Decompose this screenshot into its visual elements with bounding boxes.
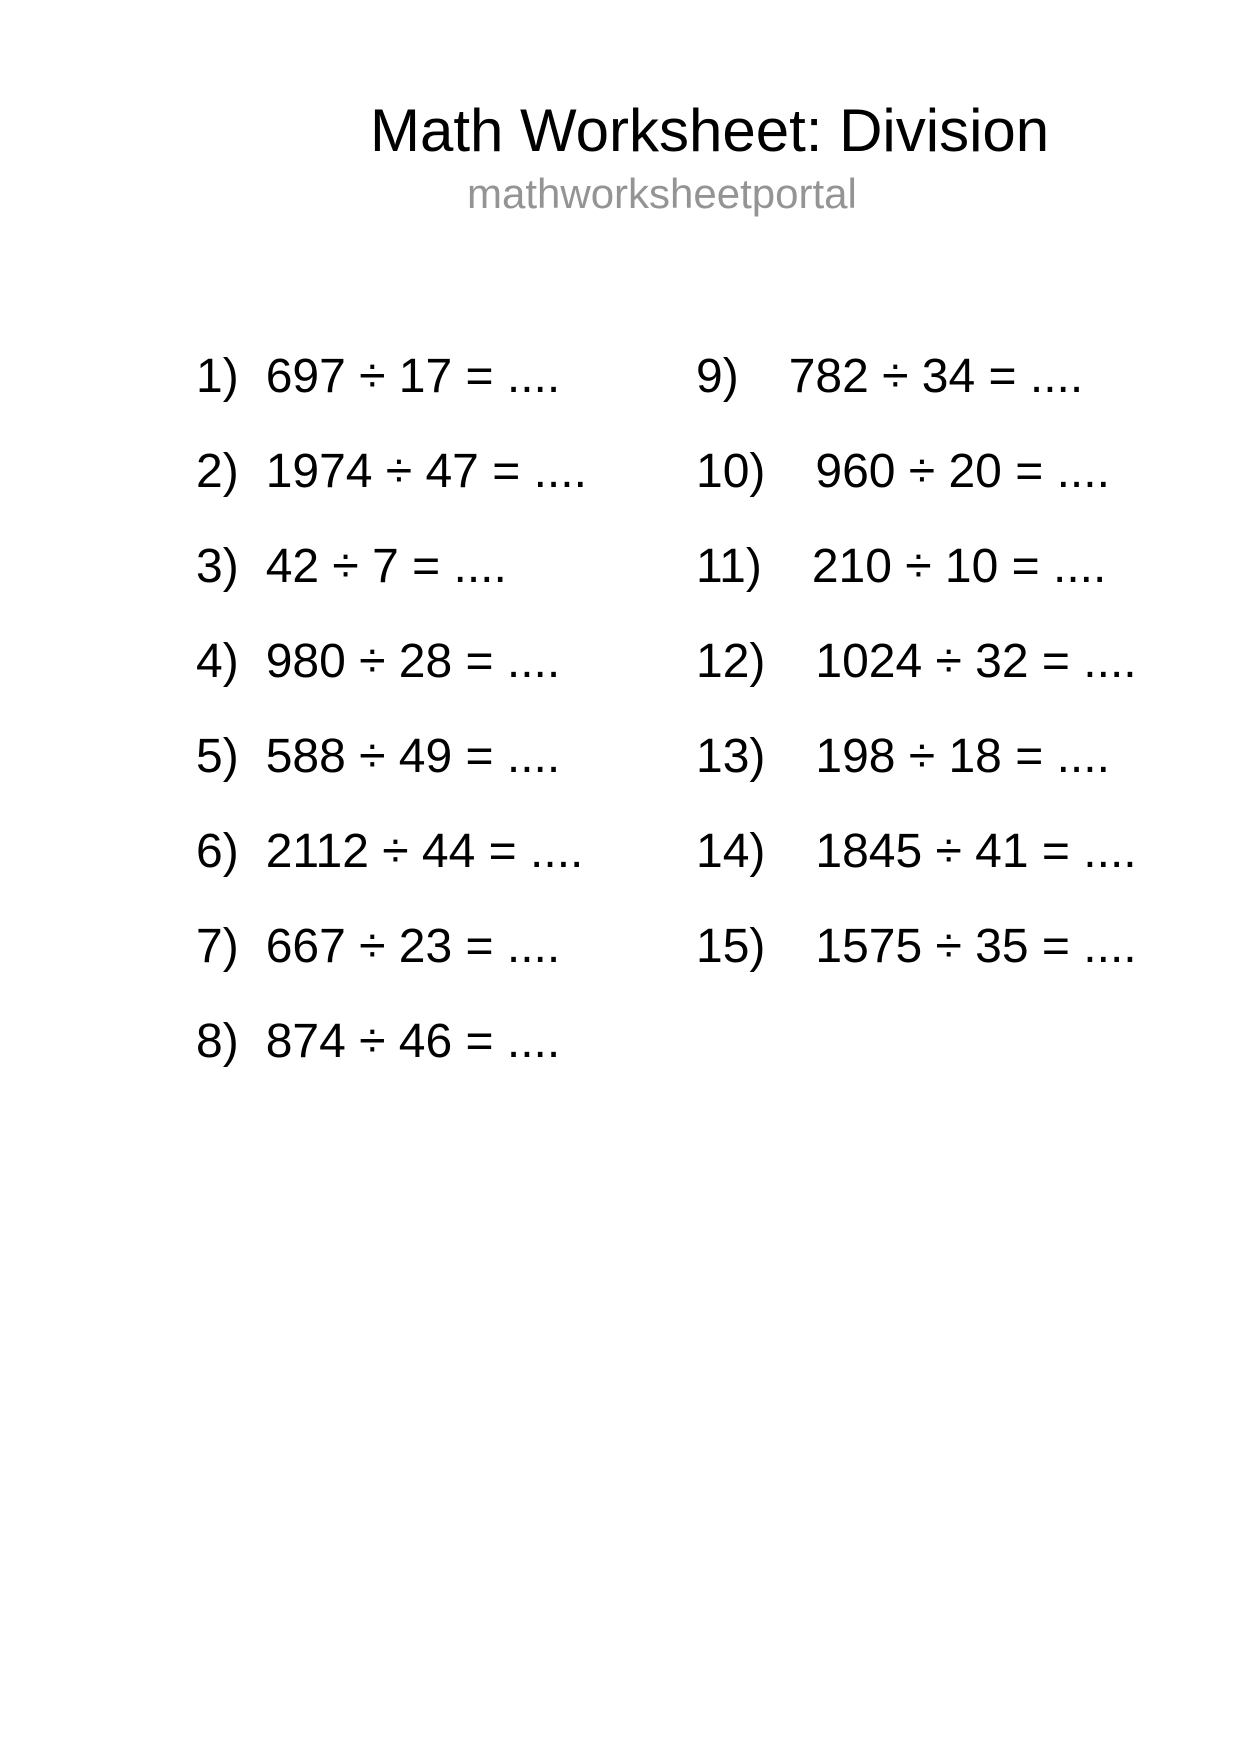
problem-row — [196, 445, 587, 498]
problem-row — [196, 825, 587, 878]
problem-row — [196, 920, 587, 973]
problem-expression: 960 ÷ 20 = .... — [815, 445, 1110, 498]
problems-column-right — [696, 350, 1137, 1018]
problem-number: 7) — [196, 920, 239, 973]
problem-expression: 2112 ÷ 44 = .... — [265, 825, 584, 878]
problem-expression: 874 ÷ 46 = .... — [265, 1015, 561, 1068]
problem-row — [696, 920, 1137, 973]
problem-expression: 667 ÷ 23 = .... — [265, 920, 561, 973]
worksheet-title: Math Worksheet: Division — [370, 97, 1050, 164]
problem-number: 11) — [696, 540, 762, 593]
problem-number: 4) — [196, 635, 239, 688]
problem-number: 2) — [196, 445, 239, 498]
problems-column-left — [196, 350, 587, 1113]
problem-row — [696, 635, 1137, 688]
problem-row — [696, 825, 1137, 878]
worksheet-subtitle: mathworksheetportal — [467, 170, 857, 217]
problem-number: 13) — [696, 730, 766, 783]
problem-number: 1) — [196, 350, 239, 403]
problem-expression: 588 ÷ 49 = .... — [265, 730, 561, 783]
problem-row — [196, 1015, 587, 1068]
problem-number: 12) — [696, 635, 766, 688]
problem-row — [696, 540, 1137, 593]
problem-expression: 1024 ÷ 32 = .... — [815, 635, 1137, 688]
problem-number: 14) — [696, 825, 766, 878]
problem-number: 3) — [196, 540, 239, 593]
problem-row — [696, 445, 1137, 498]
problem-expression: 210 ÷ 10 = .... — [811, 540, 1107, 593]
problem-expression: 980 ÷ 28 = .... — [265, 635, 561, 688]
problem-row — [196, 350, 587, 403]
problem-row — [696, 350, 1137, 403]
problem-expression: 1845 ÷ 41 = .... — [815, 825, 1137, 878]
problem-expression: 782 ÷ 34 = .... — [788, 350, 1084, 403]
problem-row — [196, 635, 587, 688]
problem-number: 5) — [196, 730, 239, 783]
problem-expression: 42 ÷ 7 = .... — [265, 540, 507, 593]
problem-row — [196, 730, 587, 783]
problem-expression: 198 ÷ 18 = .... — [815, 730, 1110, 783]
problem-number: 10) — [696, 445, 766, 498]
problem-row — [696, 730, 1137, 783]
problem-expression: 1575 ÷ 35 = .... — [815, 920, 1137, 973]
problem-number: 6) — [196, 825, 239, 878]
problem-number: 15) — [696, 920, 766, 973]
problem-expression: 1974 ÷ 47 = .... — [265, 445, 587, 498]
problem-expression: 697 ÷ 17 = .... — [265, 350, 561, 403]
problem-number: 9) — [696, 350, 739, 403]
problem-number: 8) — [196, 1015, 239, 1068]
problem-row — [196, 540, 587, 593]
